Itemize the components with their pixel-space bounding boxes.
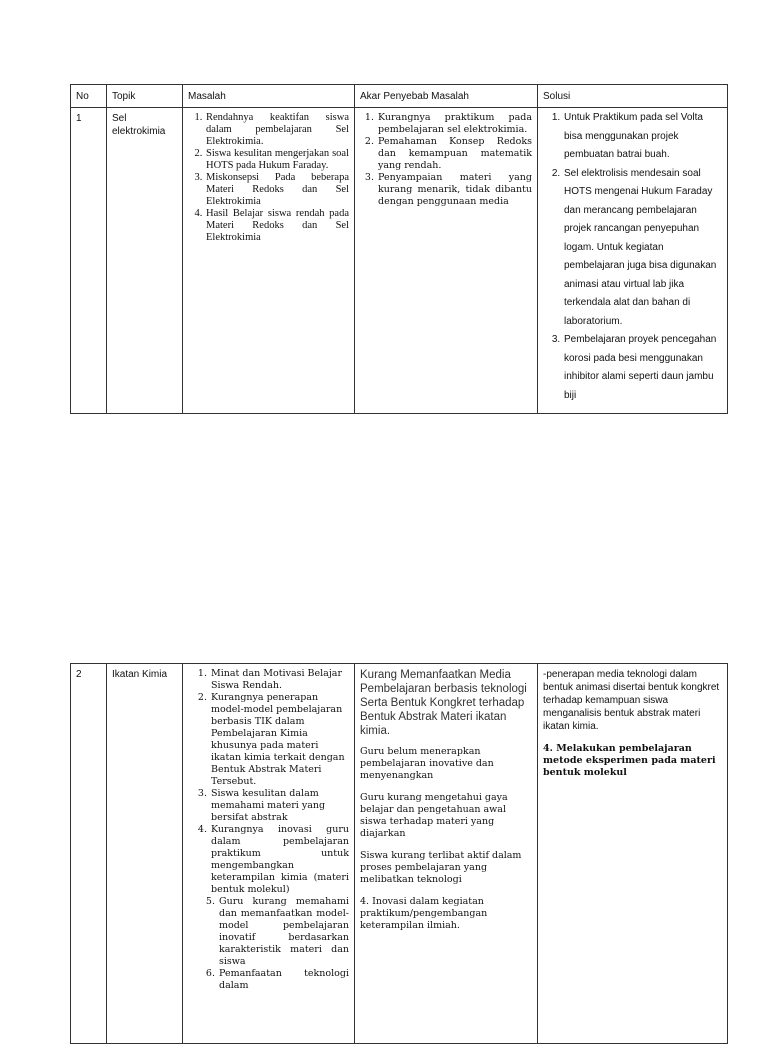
list-item: 3. Penyampaian materi yang kurang menarik, tidak dibantu dengan penggunaan media <box>377 172 532 208</box>
table-ikatan-kimia <box>70 663 728 1044</box>
table-sel-elektrokimia <box>70 84 728 414</box>
list-item: 4. Hasil Belajar siswa rendah pada Materi Redoks dan Sel Elektrokimia <box>205 208 349 244</box>
list-item: 3. Miskonsepsi Pada beberapa Materi Redoks dan Sel Elektrokimia <box>205 172 349 208</box>
row1-akar <box>355 108 538 414</box>
akar-point: Siswa kurang terlibat aktif dalam proses pembelajaran yang melibatkan teknologi <box>360 850 522 885</box>
list-item: 5. Guru kurang memahami dan memanfaatkan model-model pembelajaran inovatif berdasarkan karakteristik materi dan siswa <box>218 896 349 968</box>
list-item: 3. Siswa kesulitan dalam memahami materi yang bersifat abstrak <box>210 788 349 824</box>
akar-point: 4. Inovasi dalam kegiatan praktikum/pengembangan keterampilan ilmiah. <box>360 896 488 931</box>
row2-solusi <box>538 664 728 1044</box>
table-row <box>71 664 728 1044</box>
header-akar: Akar Penyebab Masalah <box>355 85 538 108</box>
list-item: 6. Pemanfaatan teknologi dalam <box>218 968 349 992</box>
row1-no: 1 <box>71 108 107 414</box>
list-item: 2. Sel elektrolisis mendesain soal HOTS mengenai Hukum Faraday dan merancang pembelajaran projek rancangan penyepuhan logam. Untuk kegiatan pembelajaran juga bisa digunakan animasi atau virtual lab jika terkendala alat dan bahan di laboratorium. <box>563 165 722 332</box>
header-masalah: Masalah <box>183 85 355 108</box>
table-row <box>71 108 728 414</box>
table-header-row <box>71 85 728 108</box>
header-topik: Topik <box>107 85 183 108</box>
list-item: 2. Siswa kesulitan mengerjakan soal HOTS pada Hukum Faraday. <box>205 148 349 172</box>
akar-point: Guru belum menerapkan pembelajaran inovative dan menyenangkan <box>360 746 494 781</box>
header-no: No <box>71 85 107 108</box>
list-item: 1. Untuk Praktikum pada sel Volta bisa menggunakan projek pembuatan batrai buah. <box>563 109 722 165</box>
row2-akar <box>355 664 538 1044</box>
row1-solusi <box>538 108 728 414</box>
list-item: 1. Rendahnya keaktifan siswa dalam pembelajaran Sel Elektrokimia. <box>205 112 349 148</box>
akar-summary: Kurang Memanfaatkan Media Pembelajaran berbasis teknologi Serta Bentuk Kongkret terhadap Bentuk Abstrak Materi ikatan kimia. <box>360 669 527 737</box>
list-item: 4. Kurangnya inovasi guru dalam pembelajaran praktikum untuk mengembangkan keterampilan kimia (materi bentuk molekul) <box>210 824 349 896</box>
row1-masalah <box>183 108 355 414</box>
solusi-point: 4. Melakukan pembelajaran metode eksperimen pada materi bentuk molekul <box>543 743 716 778</box>
list-item: 2. Kurangnya penerapan model-model pembelajaran berbasis TIK dalam Pembelajaran Kimia khusunya pada materi ikatan kimia terkait dengan Bentuk Abstrak Materi Tersebut. <box>210 692 349 788</box>
solusi-point: -penerapan media teknologi dalam bentuk animasi disertai bentuk kongkret terhadap kemampuan siswa menganalisis bentuk abstrak materi ikatan kimia. <box>543 669 720 732</box>
list-item: 1. Minat dan Motivasi Belajar Siswa Rendah. <box>210 668 349 692</box>
list-item: 2. Pemahaman Konsep Redoks dan kemampuan matematik yang rendah. <box>377 136 532 172</box>
row2-topik: Ikatan Kimia <box>107 664 183 1044</box>
list-item: 3. Pembelajaran proyek pencegahan korosi pada besi menggunakan inhibitor alami seperti daun jambu biji <box>563 331 722 405</box>
akar-point: Guru kurang mengetahui gaya belajar dan pengetahuan awal siswa terhadap materi yang diajarkan <box>360 792 508 839</box>
header-solusi: Solusi <box>538 85 728 108</box>
row1-topik: Sel elektrokimia <box>107 108 183 414</box>
row2-no: 2 <box>71 664 107 1044</box>
list-item: 1. Kurangnya praktikum pada pembelajaran sel elektrokimia. <box>377 112 532 136</box>
row2-masalah <box>183 664 355 1044</box>
